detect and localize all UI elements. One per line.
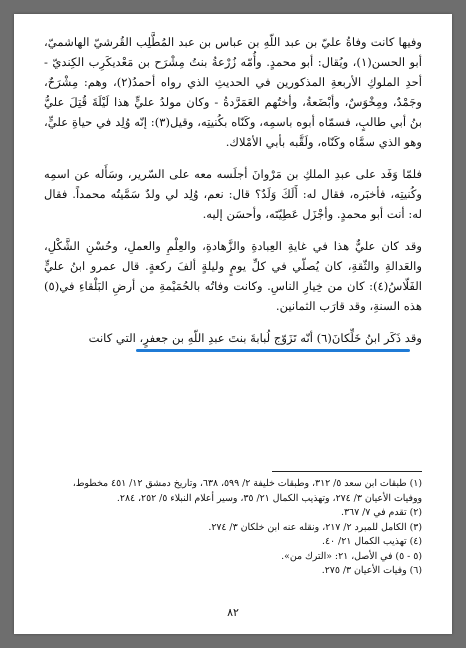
footnote-6: (٦) وفيات الأعيان ٣/ ٢٧٥. [321,565,422,576]
footnote-2: (٢) تقدم في ٧/ ٣٦٧. [341,507,422,518]
footnote-4: (٤) تهذيب الكمال ٢١/ ٤٠. [322,536,422,547]
paragraph-4: وقد ذَكَر ابنُ خَلِّكانَ(٦) أنّه تَزَوّج لُبابةَ بنتَ عبدِ اللّهِ بن جعفرٍ، التي كانت [88,331,422,345]
footnote-5: (٥ - ٥) في الأصل، ٢١: «الترك من». [281,550,422,562]
footnotes [44,477,422,579]
footnote-3: (٣) الكامل للمبرد ٢/ ٢١٧، ونقله عنه ابن خلكان ٣/ ٢٧٤. [208,521,422,533]
footnote-separator [272,471,422,472]
page-number: ٨٢ [227,606,239,619]
paragraph-3: وقد كان عليٌّ هذا في غايةِ العِبادةِ والزَّهادةِ، والعِلْمِ والعملِ، وحُسْنِ الشَّكْلِ، والعَدالةِ والثّقةِ، كان يُصلّي في كلِّ يومٍ وليلةٍ ألفَ ركعةٍ. قال عمرو ابنُ عليٍّ الفَلّاسُ(٤): كان من خِيارِ الناسِ. وكانت وفاتُه بالحُمَيْمةِ من أرضِ البَلْقاءِ في(٥) هذه السنةِ، وقد قارَب الثمانين. [44,239,422,313]
paragraph-gap [44,316,422,328]
paragraph-2: فلمّا وَفَد على عبدِ الملكِ بن مَرْوانَ أجلَسه معه على السّرير، وسَأَله عن اسمِه وكُنيتِه، فأخبَره، فقال له: أَلَكَ وَلَدٌ؟ قال: نعم، وُلِد لي ولدٌ سَمَّيتُه محمداً. فقال له: أنت أبو محمدٍ. وأجْزَل عَطِيّتَه، وأحسَن إليه. [44,167,422,221]
paragraph-gap [44,152,422,164]
paragraph-gap [44,224,422,236]
book-page [14,14,452,634]
blue-highlight-underline [136,349,410,352]
main-text [44,32,422,348]
footnote-1: (١) طبقات ابن سعد ٥/ ٣١٢، وطبقات خليفة ٢/ ٥٩٩، ٦٣٨، وتاريخ دمشق ١٢/ ٤٥١ مخطوط، ووفيات الأعيان ٣/ ٢٧٤، وتهذيب الكمال ٢١/ ٣٥، وسير أعلام النبلاء ٥/ ٢٥٢، ٢٨٤. [72,478,422,504]
paragraph-1: وفيها كانت وفاةُ عليّ بن عبد اللّهِ بن عباس بن عبد المُطَّلِب القُرشيّ الهاشميّ، أبو الحسن(١)، ويُقال: أبو محمدٍ. وأُمّه زُرْعةُ بنتُ مِشْرَح بن مَعْديكَرِب الكِنديّ - أحدِ الملوكِ الأربعةِ المذكورين في الحديثِ الذي رواه أحمدُ(٢)، وهم: مِشْرَحٌ، وجَمْدٌ، ومِخْوَسٌ، وأبْضَعةُ، وأختُهم العَمَرَّدةُ - وكان مولدُ عليٍّ هذا لَيْلَةَ قُتِلَ عليُّ بنُ أبي طالبٍ، فسمّاه أبوه باسمِه، وكَنّاه بكُنيتِه، وقيل(٣): إنّه وُلِد في حياةِ عليٍّ، وهو الذي سمَّاه وكَنّاه، ولَقَّبه بأبي الأمْلاك. [44,35,423,149]
